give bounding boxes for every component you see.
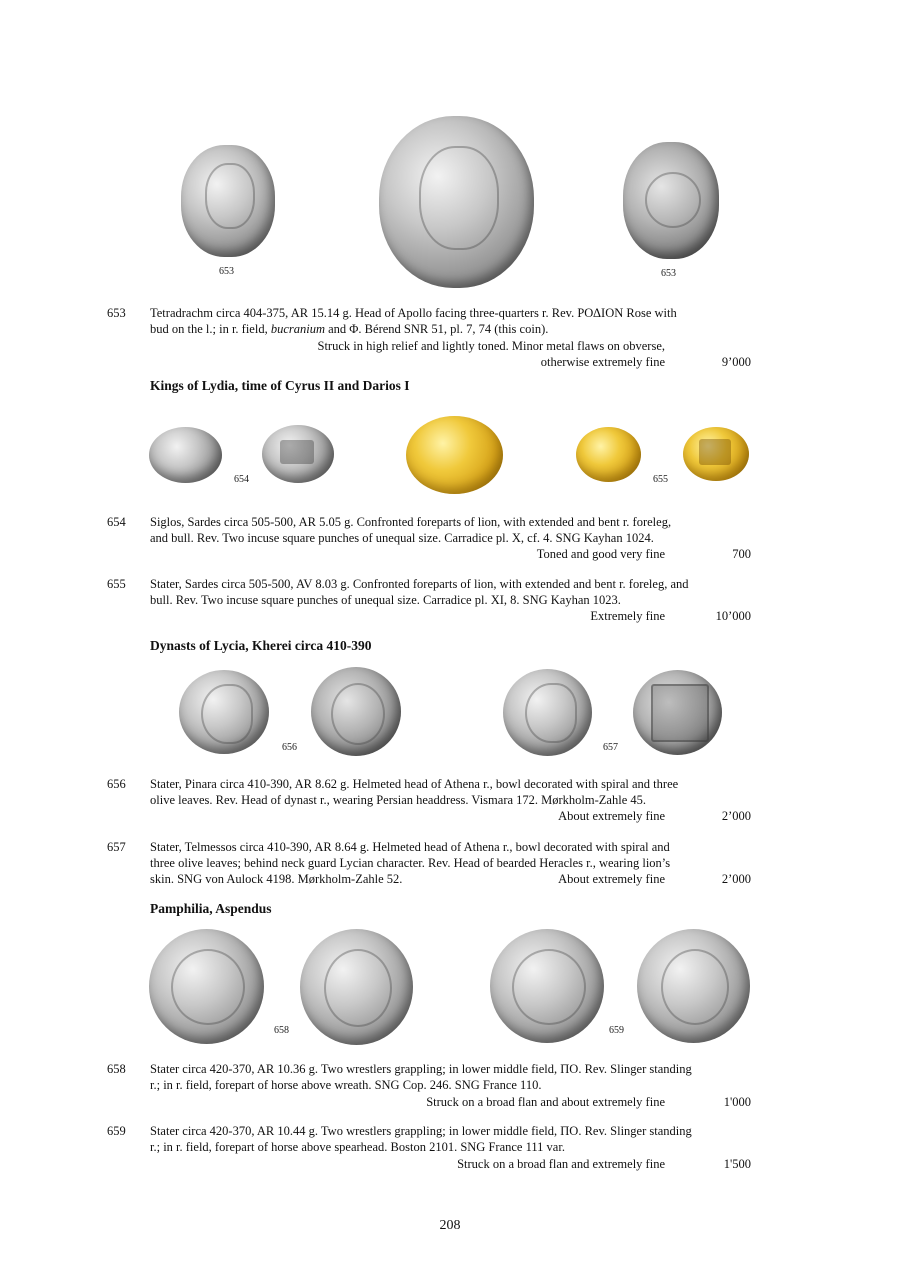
coin-653-obverse-large xyxy=(379,116,534,288)
lot-line: skin. SNG von Aulock 4198. Mørkholm-Zahle 52. xyxy=(150,872,403,886)
lot-line: and bull. Rev. Two incuse square punches of unequal size. Carradice pl. X, cf. 4. SNG Kayhan 1024. xyxy=(150,531,654,545)
lot-line xyxy=(150,321,751,337)
lot-price: 1'000 xyxy=(723,1095,751,1109)
lot-description xyxy=(150,839,751,871)
wrestlers-icon xyxy=(171,949,245,1025)
athena-head-icon xyxy=(201,684,253,744)
coin-label: 659 xyxy=(609,1025,624,1036)
lot-line: Stater, Telmessos circa 410-390, AR 8.64 g. Helmeted head of Athena r., bowl decorated with spiral and xyxy=(150,840,670,854)
lot-price: 2’000 xyxy=(721,872,751,886)
coin-659-reverse xyxy=(637,929,750,1043)
lot-line: r.; in r. field, forepart of horse above spearhead. Boston 2101. SNG France 111 var. xyxy=(150,1140,565,1154)
coin-label: 655 xyxy=(653,474,668,485)
lot-line-part: bud on the l.; in r. field, xyxy=(150,322,271,336)
lot-condition: Toned and good very fine xyxy=(536,547,665,561)
coin-label: 657 xyxy=(603,742,618,753)
lot-line: Tetradrachm circa 404-375, AR 15.14 g. Head of Apollo facing three-quarters r. Rev. ΡΟΔΙΟΝ Rose with xyxy=(150,306,677,320)
dynast-head-icon xyxy=(331,683,385,745)
coin-657-reverse xyxy=(633,670,722,755)
coin-label: 656 xyxy=(282,742,297,753)
lot-note: Struck in high relief and lightly toned. Minor metal flaws on obverse, xyxy=(317,339,665,353)
lot-description xyxy=(150,576,751,608)
wrestlers-icon xyxy=(512,949,586,1025)
coin-657-obverse xyxy=(503,669,592,756)
coin-655-obverse-large xyxy=(406,416,503,494)
coin-653-reverse xyxy=(623,142,719,259)
lot-number: 657 xyxy=(107,840,126,854)
lot-description xyxy=(150,514,751,546)
coin-654-reverse xyxy=(262,425,334,483)
lot-condition: Struck on a broad flan and about extremely fine xyxy=(426,1095,665,1109)
coin-658-reverse xyxy=(300,929,413,1045)
lot-condition: otherwise extremely fine xyxy=(540,355,665,369)
heracles-head-icon xyxy=(651,684,709,742)
lot-line-part: and Φ. Bérend SNR 51, pl. 7, 74 (this coin). xyxy=(325,322,549,336)
slinger-icon xyxy=(324,949,392,1027)
coin-653-obverse-small xyxy=(181,145,275,257)
athena-head-icon xyxy=(525,683,577,743)
coin-label: 654 xyxy=(234,474,249,485)
lot-number: 653 xyxy=(107,306,126,320)
lot-condition: Struck on a broad flan and extremely fine xyxy=(457,1157,665,1171)
lot-line: r.; in r. field, forepart of horse above wreath. SNG Cop. 246. SNG France 110. xyxy=(150,1078,542,1092)
lot-number: 658 xyxy=(107,1062,126,1076)
lot-description xyxy=(150,305,751,337)
apollo-head-icon xyxy=(205,163,255,229)
lot-description xyxy=(150,1061,751,1093)
lot-number: 655 xyxy=(107,577,126,591)
coin-label: 653 xyxy=(219,266,234,277)
lot-number: 656 xyxy=(107,777,126,791)
lot-line: olive leaves. Rev. Head of dynast r., wearing Persian headdress. Vismara 172. Mørkholm-Zahle 45. xyxy=(150,793,646,807)
lot-condition: About extremely fine xyxy=(558,872,665,886)
lot-price: 700 xyxy=(732,547,751,561)
lot-price: 2’000 xyxy=(721,809,751,823)
lot-line: bull. Rev. Two incuse square punches of unequal size. Carradice pl. XI, 8. SNG Kayhan 1023. xyxy=(150,593,621,607)
section-heading: Dynasts of Lycia, Kherei circa 410-390 xyxy=(150,638,372,653)
section-heading: Kings of Lydia, time of Cyrus II and Darios I xyxy=(150,378,410,393)
apollo-head-large-icon xyxy=(419,146,499,250)
incuse-punch-icon xyxy=(699,439,731,465)
lot-price: 9’000 xyxy=(721,355,751,369)
section-heading: Pamphilia, Aspendus xyxy=(150,901,272,916)
lot-line: Stater, Sardes circa 505-500, AV 8.03 g. Confronted foreparts of lion, with extended and bent r. foreleg, and xyxy=(150,577,689,591)
lot-description xyxy=(150,776,751,808)
rose-reverse-icon xyxy=(645,172,701,228)
lot-line: Siglos, Sardes circa 505-500, AR 5.05 g. Confronted foreparts of lion, with extended and bent r. foreleg, xyxy=(150,515,672,529)
coin-label: 653 xyxy=(661,268,676,279)
lot-condition: About extremely fine xyxy=(558,809,665,823)
lot-line: three olive leaves; behind neck guard Lycian character. Rev. Head of bearded Heracles r., wearing lion’s xyxy=(150,856,671,870)
slinger-icon xyxy=(661,949,729,1025)
lot-description xyxy=(150,1123,751,1155)
coin-654-obverse xyxy=(149,427,222,483)
coin-659-obverse xyxy=(490,929,604,1043)
incuse-punch-icon xyxy=(280,440,314,464)
lot-price: 10’000 xyxy=(715,609,751,623)
lot-line: Stater circa 420-370, AR 10.36 g. Two wrestlers grappling; in lower middle field, ΠΟ. Rev. Slinger standing xyxy=(150,1062,692,1076)
page-number: 208 xyxy=(439,1218,461,1233)
lot-line: Stater circa 420-370, AR 10.44 g. Two wrestlers grappling; in lower middle field, ΠΟ. Rev. Slinger standing xyxy=(150,1124,692,1138)
lot-line-italic: bucranium xyxy=(270,322,325,336)
coin-658-obverse xyxy=(149,929,264,1044)
lot-condition: Extremely fine xyxy=(590,609,665,623)
lot-price: 1'500 xyxy=(723,1157,751,1171)
coin-label: 658 xyxy=(274,1025,289,1036)
coin-656-obverse xyxy=(179,670,269,754)
lot-line: Stater, Pinara circa 410-390, AR 8.62 g. Helmeted head of Athena r., bowl decorated with spiral and three xyxy=(150,777,679,791)
lot-number: 659 xyxy=(107,1124,126,1138)
coin-656-reverse xyxy=(311,667,401,756)
coin-655-reverse xyxy=(683,427,749,481)
lot-number: 654 xyxy=(107,515,126,529)
coin-655-obverse xyxy=(576,427,641,482)
